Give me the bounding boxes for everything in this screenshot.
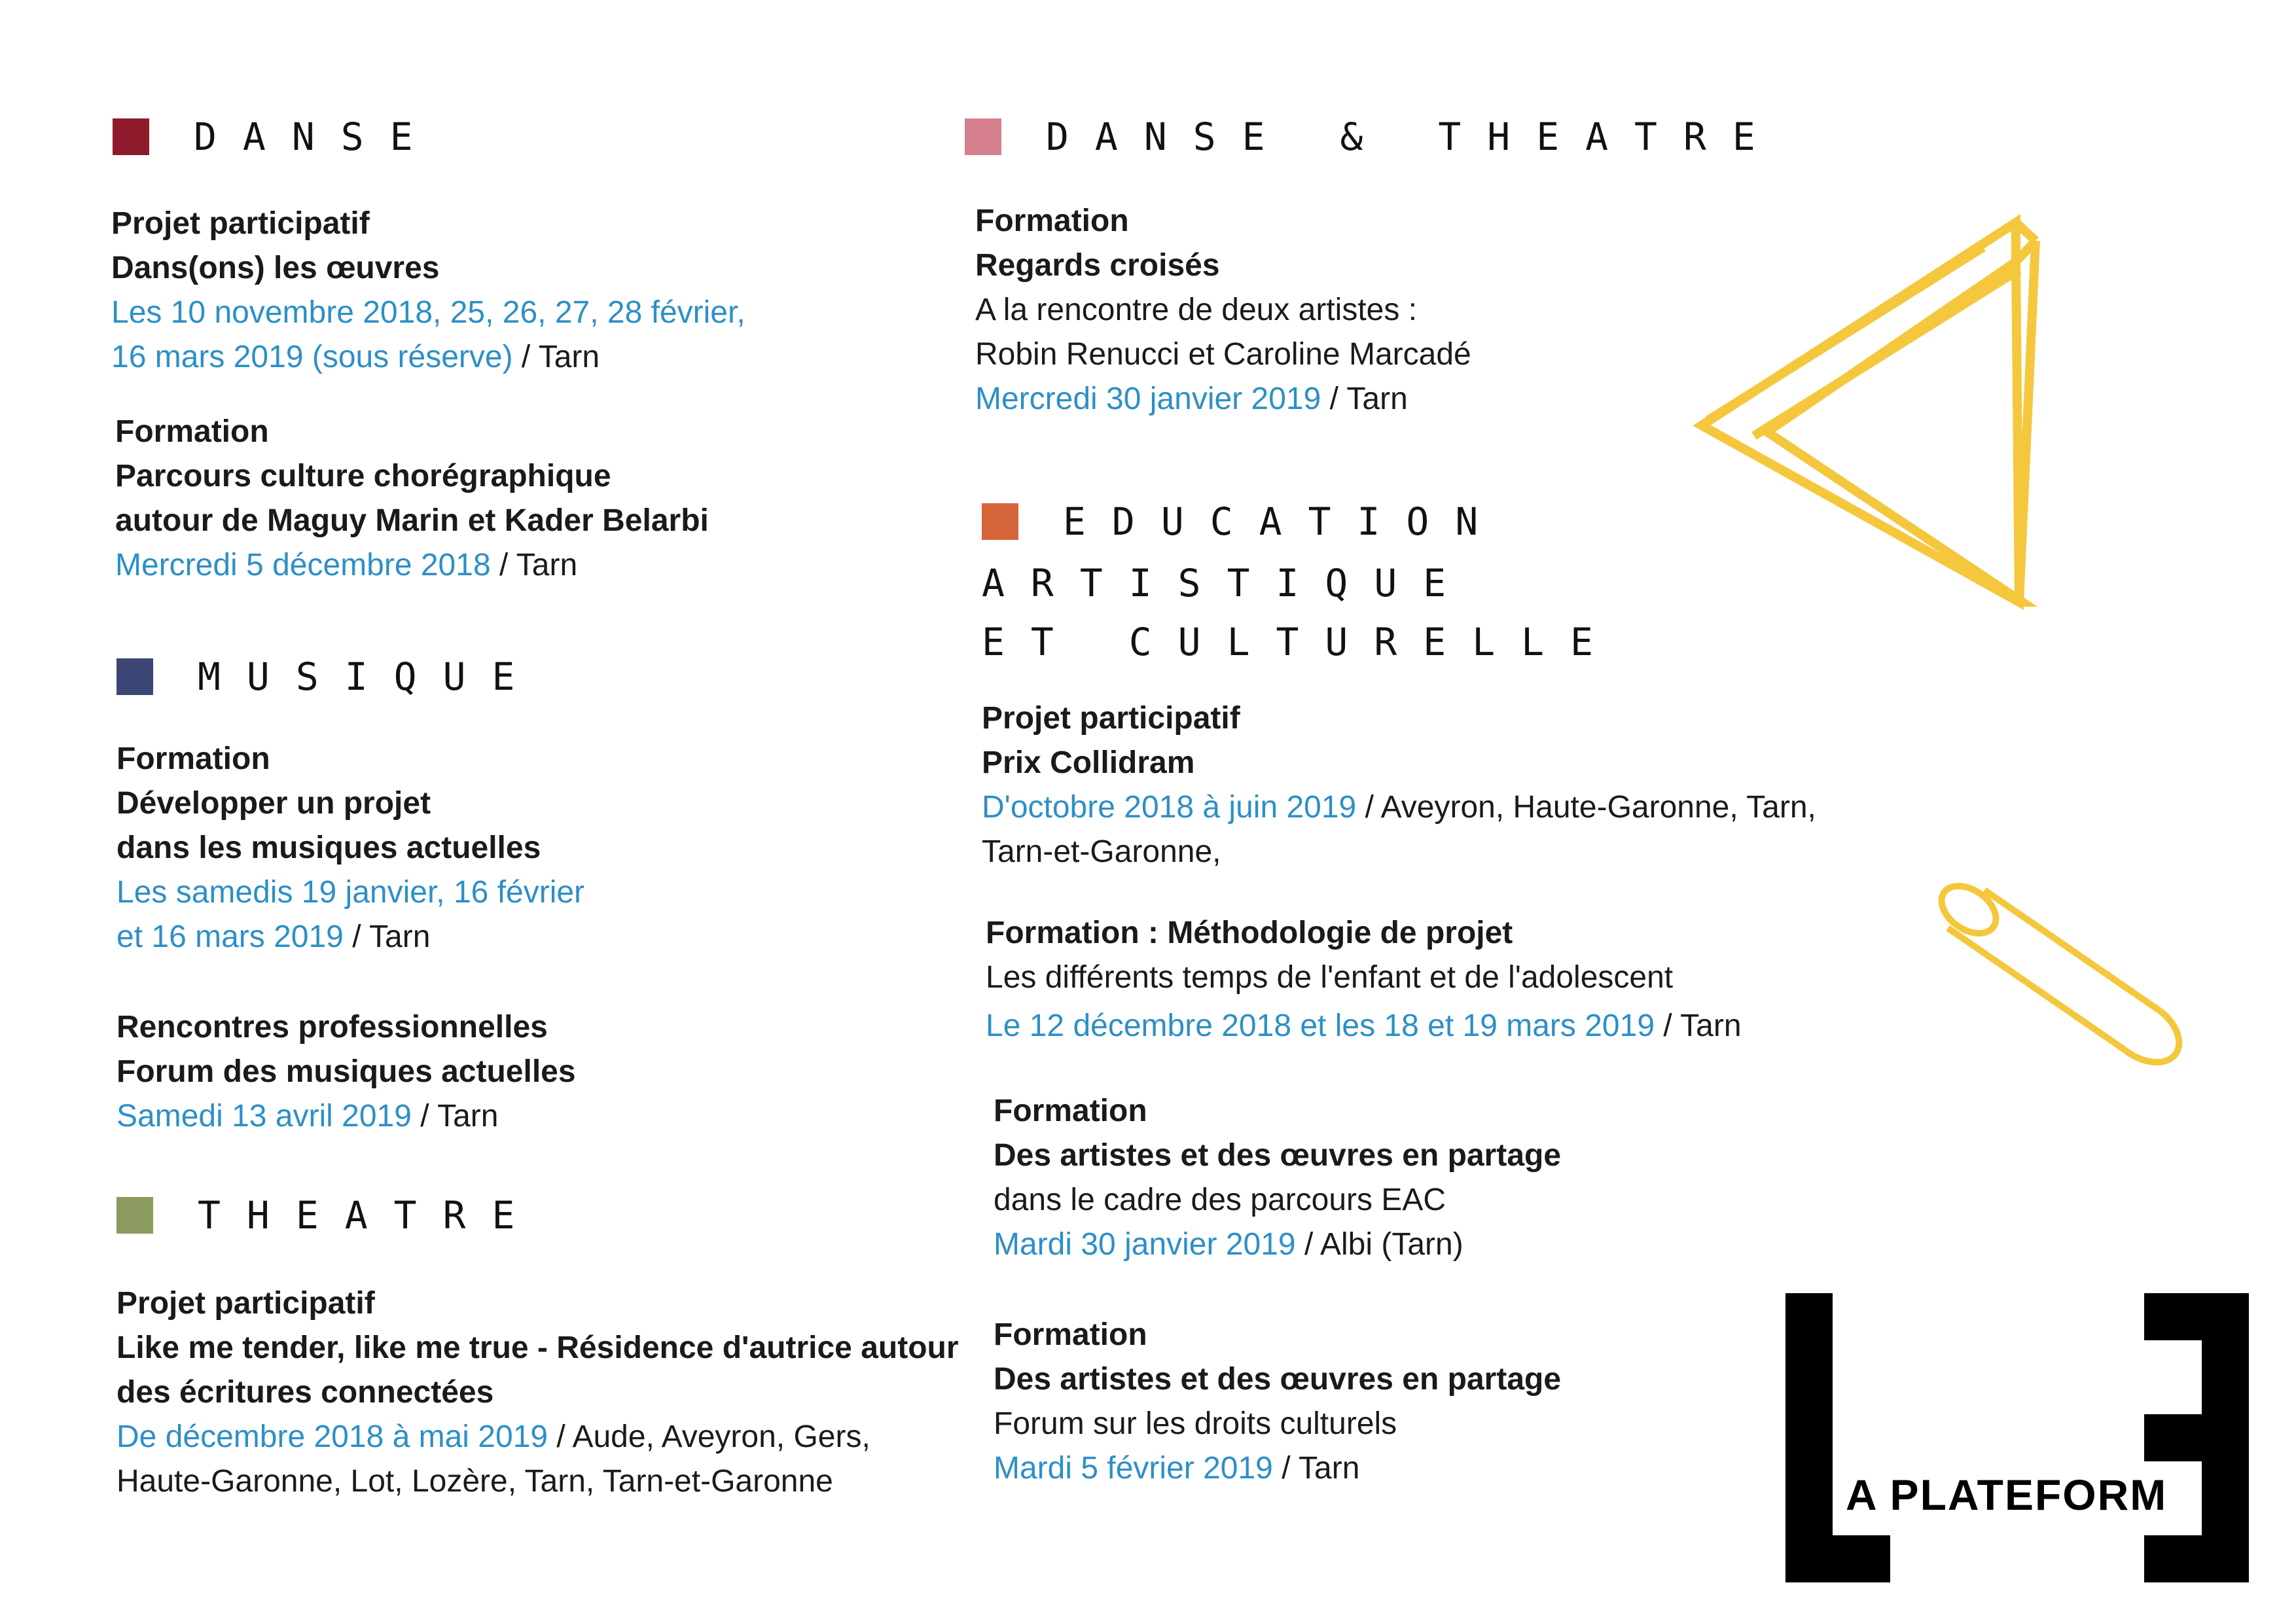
section-title: THEATRE xyxy=(198,1193,541,1238)
entry-title: Parcours culture chorégraphique xyxy=(115,459,611,493)
entry-title-cont: dans les musiques actuelles xyxy=(117,830,541,865)
entry-location: / Tarn xyxy=(411,1099,499,1133)
entry-type: Rencontres professionnelles xyxy=(117,1010,548,1044)
entry-date: 16 mars 2019 (sous réserve) xyxy=(111,340,513,374)
entry-date: De décembre 2018 à mai 2019 xyxy=(117,1419,548,1454)
entry-date: Mardi 5 février 2019 xyxy=(994,1451,1273,1486)
entry-location: / Aude, Aveyron, Gers, xyxy=(548,1419,870,1454)
logo-text: A PLATEFORM xyxy=(1842,1470,2171,1520)
entry-type: Projet participatif xyxy=(982,701,1240,736)
logo-letterforms xyxy=(1785,1293,2249,1582)
eac-entry-1 xyxy=(982,696,1816,874)
entry-date: Les samedis 19 janvier, 16 février xyxy=(117,875,585,910)
entry-type: Formation xyxy=(994,1317,1147,1352)
entry-title: Des artistes et des œuvres en partage xyxy=(994,1138,1562,1173)
entry-type: Formation xyxy=(117,741,270,776)
section-musique xyxy=(117,654,541,699)
entry-date: Mardi 30 janvier 2019 xyxy=(994,1227,1296,1262)
entry-title-cont: autour de Maguy Marin et Kader Belarbi xyxy=(115,503,709,538)
entry-description: dans le cadre des parcours EAC xyxy=(994,1183,1446,1217)
entry-type: Formation xyxy=(994,1094,1147,1128)
section-theatre xyxy=(117,1193,541,1238)
entry-title: Prix Collidram xyxy=(982,745,1195,780)
entry-location: / Aveyron, Haute-Garonne, Tarn, xyxy=(1356,790,1816,825)
entry-location: / Tarn xyxy=(1321,382,1408,416)
section-title: DANSE xyxy=(194,115,439,159)
section-title: EDUCATION xyxy=(1063,499,1505,544)
danse-theatre-color-square xyxy=(965,118,1001,155)
section-title-line2: ARTISTIQUE xyxy=(982,561,1473,605)
entry-title: Forum des musiques actuelles xyxy=(117,1054,576,1089)
musique-entry-1 xyxy=(117,737,584,959)
entry-location-cont: Haute-Garonne, Lot, Lozère, Tarn, Tarn-et-Garonne xyxy=(117,1464,833,1499)
entry-location: / Tarn xyxy=(512,340,600,374)
la-plateforme-logo xyxy=(1785,1293,2249,1582)
eac-entry-4 xyxy=(994,1313,1561,1491)
section-header xyxy=(117,654,541,699)
section-header xyxy=(117,1193,541,1238)
section-eac xyxy=(982,499,1505,544)
entry-title: Dans(ons) les œuvres xyxy=(111,251,440,285)
entry-type: Formation xyxy=(975,204,1129,238)
entry-type: Projet participatif xyxy=(111,206,370,241)
entry-description: A la rencontre de deux artistes : xyxy=(975,293,1418,327)
entry-description: Les différents temps de l'enfant et de l'adolescent xyxy=(986,960,1674,995)
entry-date: Le 12 décembre 2018 et les 18 et 19 mars 2019 xyxy=(986,1008,1655,1043)
entry-title: Formation : Méthodologie de projet xyxy=(986,916,1513,950)
entry-location: / Tarn xyxy=(343,919,431,954)
entry-title: Like me tender, like me true - Résidence d'autrice autour xyxy=(117,1330,959,1365)
entry-location: / Tarn xyxy=(490,548,578,582)
entry-location: / Tarn xyxy=(1655,1008,1742,1043)
danse-entry-2 xyxy=(115,410,709,588)
entry-type: Projet participatif xyxy=(117,1286,375,1321)
entry-date: Samedi 13 avril 2019 xyxy=(117,1099,412,1133)
entry-description-cont: Robin Renucci et Caroline Marcadé xyxy=(975,337,1471,372)
entry-location-cont: Tarn-et-Garonne, xyxy=(982,834,1221,869)
yellow-cylinder-decoration xyxy=(1937,877,2186,1073)
theatre-entry-1 xyxy=(117,1281,959,1504)
entry-description: Forum sur les droits culturels xyxy=(994,1406,1397,1441)
entry-date: Mercredi 30 janvier 2019 xyxy=(975,382,1321,416)
eac-entry-3 xyxy=(994,1089,1561,1267)
section-danse xyxy=(113,115,439,159)
theatre-color-square xyxy=(117,1197,153,1234)
entry-title: Développer un projet xyxy=(117,786,431,821)
entry-date: Mercredi 5 décembre 2018 xyxy=(115,548,491,582)
musique-color-square xyxy=(117,658,153,695)
entry-date: D'octobre 2018 à juin 2019 xyxy=(982,790,1357,825)
eac-entry-2 xyxy=(986,911,1742,1048)
section-header xyxy=(113,115,439,159)
danse-color-square xyxy=(113,118,149,155)
section-title-line3: ET CULTURELLE xyxy=(982,620,1619,664)
musique-entry-2 xyxy=(117,1005,576,1139)
entry-type: Formation xyxy=(115,414,269,449)
entry-date: et 16 mars 2019 xyxy=(117,919,344,954)
entry-title-cont: des écritures connectées xyxy=(117,1375,494,1410)
section-header xyxy=(965,115,1782,159)
danse-theatre-entry-1 xyxy=(975,199,1471,421)
entry-title: Regards croisés xyxy=(975,248,1220,283)
section-header xyxy=(982,499,1505,544)
section-title: MUSIQUE xyxy=(198,654,541,699)
eac-color-square xyxy=(982,503,1018,540)
section-title: DANSE & THEATRE xyxy=(1046,115,1782,159)
entry-title: Des artistes et des œuvres en partage xyxy=(994,1362,1562,1397)
entry-location: / Tarn xyxy=(1272,1451,1360,1486)
yellow-triangle-decoration xyxy=(1689,209,2055,628)
entry-location: / Albi (Tarn) xyxy=(1295,1227,1463,1262)
section-danse-theatre xyxy=(965,115,1782,159)
danse-entry-1 xyxy=(111,202,745,380)
entry-date: Les 10 novembre 2018, 25, 26, 27, 28 février, xyxy=(111,295,745,330)
